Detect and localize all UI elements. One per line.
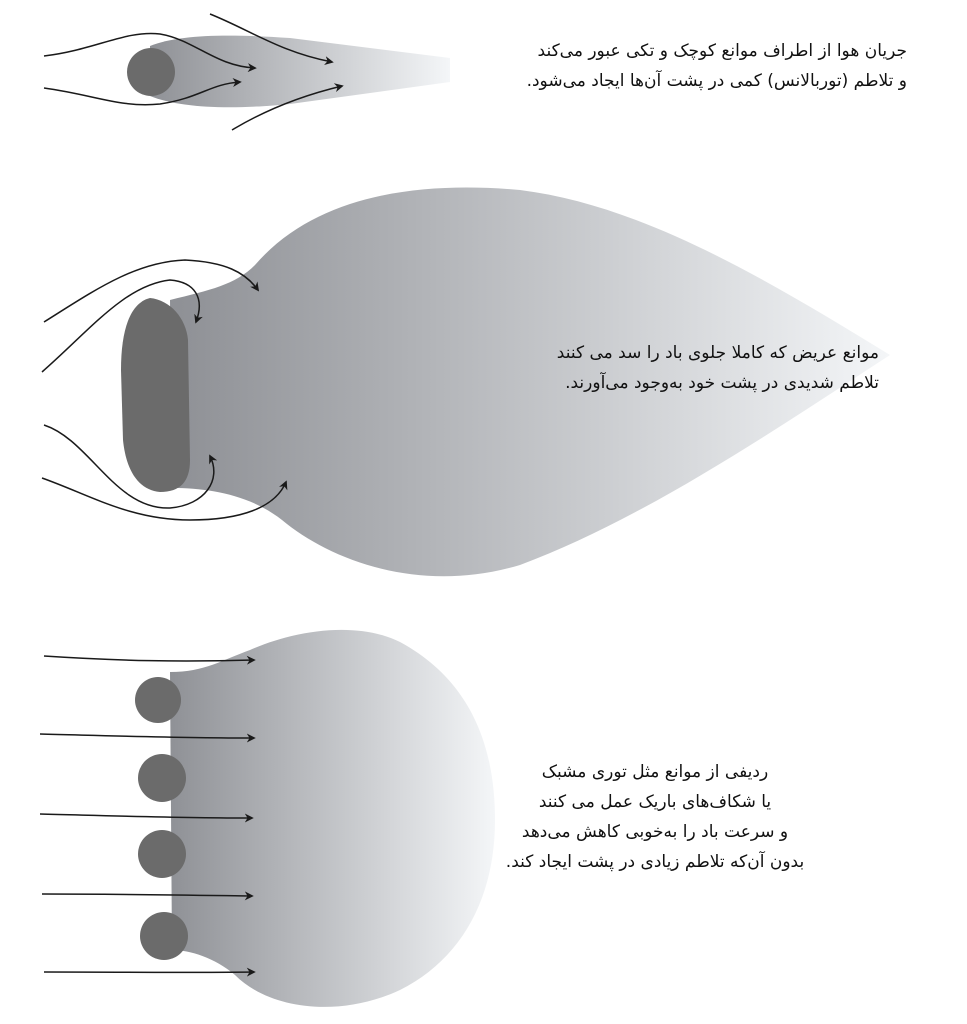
panel-porous-row [40, 630, 495, 1007]
caption-line: موانع عریض که کاملا جلوی باد را سد می کنند [556, 343, 879, 363]
panel-small-obstacle [44, 14, 450, 130]
obstacle-circle [138, 754, 186, 802]
caption-line: بدون آن‌که تلاطم زیادی در پشت ایجاد کند. [505, 852, 805, 872]
obstacle-circle [127, 48, 175, 96]
caption-line: یا شکاف‌های باریک عمل می کنند [538, 792, 772, 812]
caption-wide-obstacle [557, 338, 879, 398]
caption-small-obstacle [527, 36, 907, 96]
obstacle-circle [140, 912, 188, 960]
obstacle-wide-block [121, 298, 190, 492]
obstacle-circle [138, 830, 186, 878]
caption-porous-row [470, 757, 840, 877]
obstacle-circle [135, 677, 181, 723]
flow-line [44, 656, 254, 661]
caption-line: و سرعت باد را به‌خوبی کاهش می‌دهد [521, 822, 789, 842]
caption-line: تلاطم شدیدی در پشت خود به‌وجود می‌آورند. [565, 373, 879, 393]
caption-line: جریان هوا از اطراف موانع کوچک و تکی عبور می‌کند [537, 41, 907, 61]
caption-line: ردیفی از موانع مثل توری مشبک [541, 762, 769, 782]
caption-line: و تلاطم (توربالانس) کمی در پشت آن‌ها ایجاد می‌شود. [526, 71, 907, 91]
